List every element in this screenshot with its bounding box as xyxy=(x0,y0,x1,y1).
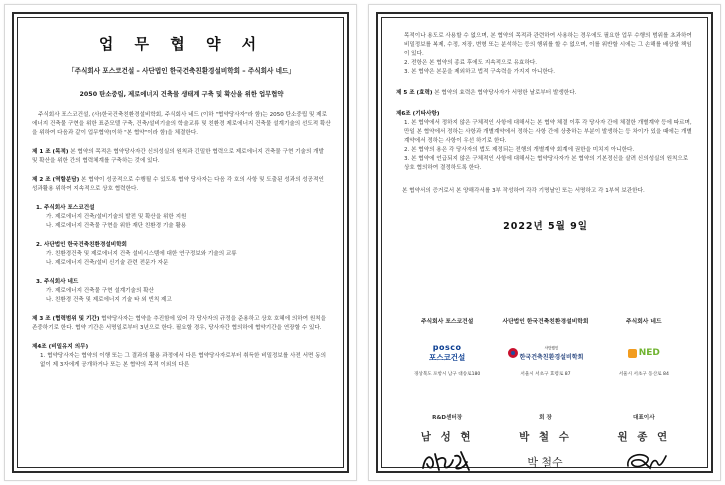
section-head: 2. 사단법인 한국건축친환경설비학회 xyxy=(36,242,127,248)
organizations-row xyxy=(398,318,693,379)
signature-1-icon xyxy=(417,448,477,474)
article-6-title: 제6조 (기타사항) xyxy=(396,111,440,117)
closing-paragraph: 본 협약서의 증거로서 본 양해각서를 3부 작성하여 각각 기명날인 또는 서명하고 각 1부씩 보관한다. xyxy=(402,188,645,194)
article-4-title: 제4조 (비밀유지 의무) xyxy=(32,344,89,350)
section-head: 1. 주식회사 포스코건설 xyxy=(36,205,95,211)
article-2: 제 2 조 (역할분담) 본 협약이 성공적으로 수행될 수 있도록 협약 당사자는 다음 각 호의 사항 및 도출된 성과의 성공적인 성과활용 위하여 지속적으로 상호 협력한다. xyxy=(32,177,324,192)
org-posco xyxy=(398,318,496,379)
signature-1 xyxy=(398,448,496,474)
page-border xyxy=(376,12,713,473)
signer-name: 박 철 수 xyxy=(519,431,572,443)
svg-text:박 철수: 박 철수 xyxy=(527,456,564,469)
article-4-item-1: 1. 협약당사자는 협약의 이행 또는 그 결과의 활용 과정에서 다른 협약당사자로부터 취득한 비밀정보를 사전 서면 동의 없이 제 3자에게 공개하거나 또는 본 협약의 목적 이외의 다른 xyxy=(40,353,326,368)
article-6-item: 2. 본 협약의 용은 각 당사자의 법도 제정되는 전행의 개별계약 회계에 권한을 미치지 아니한다. xyxy=(404,147,635,153)
signer-role: 회 장 xyxy=(539,415,552,421)
document-title: 업 무 협 약 서 xyxy=(98,35,265,53)
signer-3 xyxy=(595,414,693,474)
section-item: 가. 친환경건축 및 제로에너지 건축 설비시스템에 대한 연구정보와 기술의 교류 xyxy=(46,251,237,257)
signer-name: 원 종 연 xyxy=(617,431,671,443)
org-name: 사단법인 한국건축친환경설비학회 xyxy=(502,319,589,325)
kibc-emblem-icon xyxy=(508,348,518,358)
org-name: 주식회사 네드 xyxy=(626,319,662,325)
article-1: 제 1 조 (목적) 본 협약의 목적은 협약당사자간 신의성실의 원칙과 긴밀한 협력으로 제로에너지 건축물 구현 기술의 개발 및 확산을 위한 간의 협력체계를 구축하는 것에 있다. xyxy=(32,149,324,164)
posco-logo: posco 포스코건설 xyxy=(429,343,466,363)
parties-line: 「주식회사 포스코건설 – 사단법인 한국건축친환경설비학회 – 주식회사 네드」 xyxy=(68,67,295,75)
article-4-item-3: 3. 본 협약은 본문을 제외하고 법적 구속력을 가지지 아니한다. xyxy=(404,69,556,75)
ned-emblem-icon xyxy=(628,349,637,358)
signer-role: 대표이사 xyxy=(633,415,655,421)
section-item: 나. 친환경 건축 및 제로에너지 기술 타 외 빈칙 제고 xyxy=(46,297,172,303)
signer-1 xyxy=(398,414,496,474)
org-name: 주식회사 포스코건설 xyxy=(420,319,474,325)
section-item: 가. 제로에너지 건축/설비기술의 발전 및 확산을 위한 지원 xyxy=(46,214,187,220)
org-address: 서울시 서초구 효령로 87 xyxy=(520,372,571,377)
section-item: 가. 제로에너지 건축물 구현 설계기술의 확산 xyxy=(46,288,154,294)
document-page-2 xyxy=(368,4,721,481)
article-5: 제 5 조 (효력) 본 협약의 효력은 협약당사자가 서명한 날로부터 발생한다. xyxy=(396,90,577,96)
signature-2 xyxy=(496,448,594,474)
article-4-continued: 목적이나 용도로 사용할 수 없으며, 본 협약의 목적과 관련하여 사용하는 경우에도 필요한 업무 수행의 범위를 초과하여 비밀정보를 복제, 수정, 저장, 변형 또는 분석하는 등의 행위를 할 수 없으며, 이를 위반할 시에는 그 손해를 배상할 책임이 있다. xyxy=(404,33,692,57)
document-page-1 xyxy=(4,4,357,481)
signer-role: R&D센터장 xyxy=(432,415,463,421)
signature-2-icon xyxy=(515,448,575,474)
org-address: 경상북도 포항시 남구 대송로180 xyxy=(413,372,481,377)
page-2-content xyxy=(396,18,695,467)
agreement-subtitle: 2050 탄소중립, 제로에너지 건축물 생태계 구축 및 확산을 위한 업무협약 xyxy=(79,91,284,98)
intro-paragraph: 주식회사 포스코건설, (사)한국건축친환경설비학회, 주식회사 네드 (이하 "협약당사자"라 함)는 2050 탄소중립 및 제로에너지 건축물 구현을 위한 표준모델 구축, 건축/설비기술의 학술교류 및 친환경 제로에너지 건축물 설계기술의 선도적 확산을 위하여 다음과 같이 업무협약(이하 "본 협약"이라 함)을 체결한다. xyxy=(32,112,331,136)
article-4-item-2: 2. 전항은 본 협약의 종료 후에도 지속적으로 유효하다. xyxy=(404,60,538,66)
kibc-logo: 사단법인 한국건축친환경설비학회 xyxy=(496,338,594,368)
signature-3-icon xyxy=(614,448,674,474)
signers-row xyxy=(398,414,693,474)
signer-name: 남 성 현 xyxy=(420,431,474,443)
article-6-item: 3. 본 협약에 언급되지 않은 구체적인 사항에 대해서는 협약당사자가 본 협약의 기본정신을 살려 신의성실의 원칙으로 상호 협의하여 결정하도록 한다. xyxy=(404,156,689,171)
page-1-content xyxy=(32,18,331,467)
section-item: 나. 제로에너지 건축/설비 신기술 관련 전문가 자문 xyxy=(46,260,169,266)
signing-date: 2022년 5월 9일 xyxy=(503,221,588,232)
org-ned xyxy=(595,318,693,379)
signer-2 xyxy=(496,414,594,474)
section-item: 나. 제로에너지 건축물 구현을 위한 재단 친환경 기술 활용 xyxy=(46,223,187,229)
article-6-item: 1. 본 협약에서 정하지 않은 구체적인 사항에 대해서는 본 협약 체결 이후 각 당사자 간에 체결한 개별계약 등에 따르며, 만일 본 협약에서 정하는 사항과 개별계약에서 정하는 사항 간에 상충하는 부분이 발생하는 등 차이가 있을 때에는 개별계약에서 정하는 사항이 우선 하기로 한다. xyxy=(404,120,692,144)
org-address: 서울시 서초구 동산로 84 xyxy=(618,372,669,377)
org-kibc xyxy=(496,318,594,379)
page-border xyxy=(12,12,349,473)
section-head: 3. 주식회사 네드 xyxy=(36,279,79,285)
signature-3 xyxy=(595,448,693,474)
ned-logo: NED xyxy=(595,338,693,368)
article-3: 제 3 조 (협력범위 및 기간) 협약당사자는 협약을 추진함에 있어 각 당사자의 규정을 준용하고 상호 호혜에 의하여 원칙을 존중하기로 한다. 협약 기간은 서명일로부터 3년으로 한다. 필요할 경우, 당사자간 협의하에 협약기간을 연장할 수 있다. xyxy=(32,316,327,331)
